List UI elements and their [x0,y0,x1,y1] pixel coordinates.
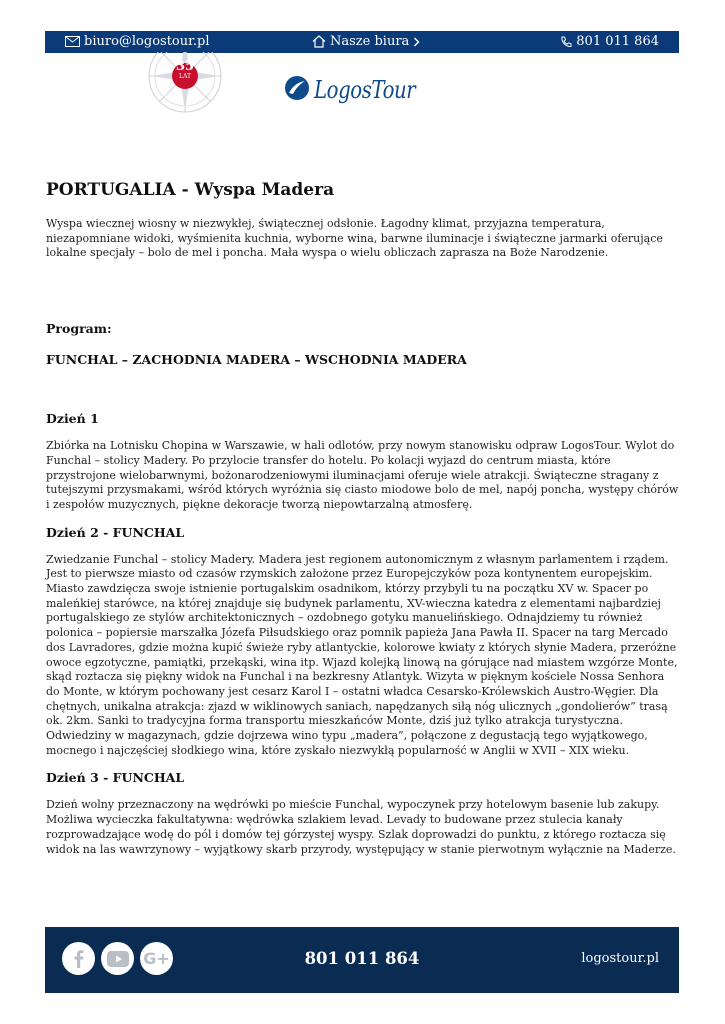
logo-emblem-icon [284,75,310,105]
phone-text: 801 011 864 [576,34,659,49]
brand-name: LogosTour [314,76,416,104]
day-description: Zbiórka na Lotnisku Chopina w Warszawie, w hali odlotów, przy nowym stanowisku odpraw LogosTour. Wylot do Funchal – stolicy Madery. Po przylocie transfer do hotelu. Po kolacji wyjazd do centrum miasta, które przystrojone wielobarwnymi, bożonarodzeniowymi iluminacjami oferuje wiele atrakcji. Świąteczne stragany z tutejszymi przysmakami, wśród których wyróżnia się ciasto miodowe bolo de mel, napój poncha, występy chórów i zespołów muzycznych, piękne dekoracje tworzą niepowtarzalną atmosferę. [46,439,679,511]
program-label: Program: [46,321,112,337]
day-description: Zwiedzanie Funchal – stolicy Madery. Madera jest regionem autonomicznym z własnym parlamentem i rządem. Jest to pierwsze miasto od czasów rzymskich założone przez Europejczyków poza kontynentem europejskim. Miasto zawdzięcza swoje istnienie portugalskim osadnikom, którzy przybyli tu na początku XV w. Spacer po maleńkiej starówce, na której znajduje się budynek parlamentu, XV-wieczna katedra z elementami najbardziej portugalskiego ze stylów architektonicznych – ozdobnego gotyku manuelińskiego. Odnajdziemy tu również polonica – popiersie marszałka Józefa Piłsudskiego oraz pomnik papieża Jana Pawła II. Spacer na targ Mercado dos Lavradores, gdzie można kupić świeże ryby atlantyckie, kolorowe kwiaty z których słynie Madera, przeróżne owoce egzotyczne, pamiątki, przekąski, wina itp. Wjazd kolejką linową na górujące nad miastem wzgórze Monte, skąd roztacza się piękny widok na Funchal i na bezkresny Atlantyk. Wizyta w pięknym kościele Nossa Senhora do Monte, w którym pochowany jest cesarz Karol I – ostatni władca Cesarsko-Królewskich Austro-Węgier. Dla chętnych, unikalna atrakcja: zjazd w wiklinowych saniach, napędzanych siłą nóg ulicznych „gondolierów” trasą ok. 2km. Sanki to tradycyjna forma transportu mieszkańców Monte, dziś już tylko atrakcja turystyczna. Odwiedziny w magazynach, gdzie dojrzewa wino typu „madera”, połączone z degustacją tego wyjątkowego, mocnego i najczęściej słodkiego wina, które zyskało niezwykłą popularność w Anglii w XVII – XIX wieku. [46,552,678,757]
main-content [46,180,680,869]
email-text: biuro@logostour.pl [84,34,210,49]
top-contact-bar [45,31,679,53]
footer [45,927,679,993]
google-plus-glyph: G+ [143,949,170,968]
anniversary-number: 35 [175,59,195,74]
chevron-right-icon [413,37,420,47]
route-heading: FUNCHAL – ZACHODNIA MADERA – WSCHODNIA MADERA [46,352,467,368]
home-icon [312,35,326,48]
envelope-icon [65,36,80,47]
phone-link[interactable] [560,34,659,49]
footer-website-link[interactable]: logostour.pl [581,951,659,966]
anniversary-unit: LAT [179,73,191,80]
day-heading: Dzień 2 - FUNCHAL [46,524,185,540]
anniversary-logo [146,52,224,114]
day-heading: Dzień 3 - FUNCHAL [46,770,185,786]
email-link[interactable] [65,34,210,49]
footer-phone[interactable]: 801 011 864 [304,949,420,968]
brand-logo[interactable] [284,75,438,105]
offices-text: Nasze biura [330,34,410,49]
day-heading: Dzień 1 [46,411,99,427]
offices-link[interactable] [312,34,420,49]
day-description: Dzień wolny przeznaczony na wędrówki po mieście Funchal, wypoczynek przy hotelowym basenie lub zakupy. Możliwa wycieczka fakultatywna: wędrówka szlakiem levad. Levady to budowane przez stulecia kanały rozprowadzające wodę do pól i domów tej górzystej wyspy. Szlak doprowadzi do punktu, z którego roztacza się widok na las wawrzynowy – wyjątkowy skarb przyrody, występujący w stanie pierwotnym wyłącznie na Maderze. [46,798,676,856]
page-title: PORTUGALIA - Wyspa Madera [46,180,335,200]
intro-paragraph: Wyspa wiecznej wiosny w niezwykłej, świątecznej odsłonie. Łagodny klimat, przyjazna temperatura, niezapomniane widoki, wyśmienita kuchnia, wyborne wina, barwne iluminacje i świąteczne jarmarki oferujące lokalne specjały – bolo de mel i poncha. Mała wyspa o wielu obliczach zaprasza na Boże Narodzenie. [46,217,663,260]
phone-icon [560,36,572,48]
